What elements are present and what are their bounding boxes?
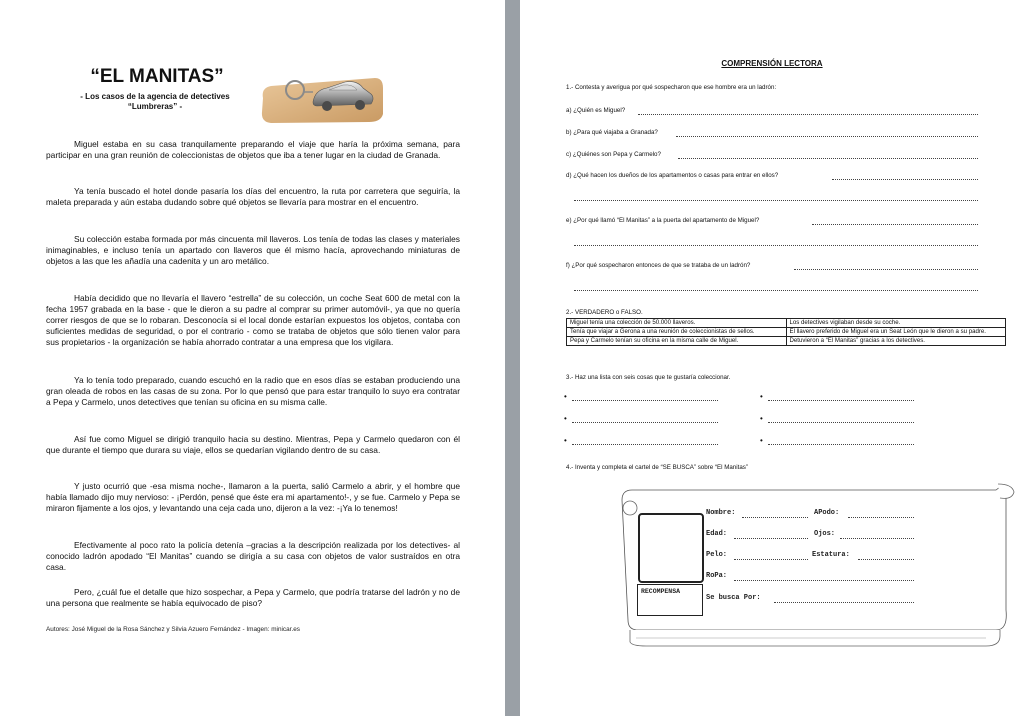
- statement-cell[interactable]: Pepa y Carmelo tenían su oficina en la misma calle de Miguel.: [567, 337, 787, 346]
- question-f: f) ¿Por qué sospecharon entonces de que se trataba de un ladrón?: [566, 262, 751, 269]
- story-paragraph: Así fue como Miguel se dirigió tranquilo hacia su destino. Mientras, Pepa y Carmelo quedaron con él que durante el tiempo que durara su viaje, ellos se quedarían vigilando dentro de su casa.: [46, 434, 460, 455]
- answer-line[interactable]: [832, 179, 978, 180]
- question-d: d) ¿Qué hacen los dueños de los apartamentos o casas para entrar en ellos?: [566, 172, 779, 179]
- list-answer-line[interactable]: [768, 444, 914, 445]
- table-row: [567, 337, 1006, 346]
- answer-line[interactable]: [574, 290, 978, 291]
- reward-label: RECOMPENSA: [641, 588, 681, 595]
- question-a: a) ¿Quién es Miguel?: [566, 107, 626, 114]
- story-paragraph: Miguel estaba en su casa tranquilamente preparando el viaje que haría la próxima semana, para participar en una gran reunión de coleccionistas de objetos que iba a tener lugar en la ciudad de Granada.: [46, 139, 460, 160]
- answer-line[interactable]: [676, 136, 978, 137]
- story-paragraph: Y justo ocurrió que -esa misma noche-, llamaron a la puerta, salió Carmelo a abrir, y el hombre que había llamado dijo muy nervioso: - ¡Perdón, pensé que éste era mi apartamento!-, y se fue. Carmelo y Pepa se miraron fijamente a los ojos, y levantando una ceja cada uno, dijeron a la vez: -¡Ya lo tenemos!: [46, 481, 460, 513]
- worksheet-heading: COMPRENSIÓN LECTORA: [721, 59, 823, 68]
- statement-cell[interactable]: Miguel tenía una colección de 50.000 llaveros.: [567, 319, 787, 328]
- poster-se-busca-label: Se busca Por:: [706, 594, 761, 602]
- answer-line[interactable]: [574, 200, 978, 201]
- poster-answer-line[interactable]: [734, 559, 808, 560]
- story-title: “EL MANITAS”: [90, 66, 224, 87]
- bullet-icon: •: [760, 392, 763, 401]
- question-e: e) ¿Por qué llamó “El Manitas” a la puerta del apartamento de Miguel?: [566, 217, 760, 224]
- story-paragraph: Ya tenía buscado el hotel donde pasaría los días del encuentro, la ruta por carretera que seguiría, la maleta preparada y aún estaba dudando sobre qué objetos se llevaría para mostrar en el encuentro.: [46, 186, 460, 207]
- story-paragraph: Ya lo tenía todo preparado, cuando escuchó en la radio que en esos días se estaban produciendo una gran oleada de robos en las casas de su zona. Por lo que pensó que para estar tranquilo lo suyo era contratar a Pepa y Carmelo, unos detectives que tenían su oficina en su misma calle.: [46, 375, 460, 407]
- document-page-story: [0, 0, 505, 716]
- poster-answer-line[interactable]: [734, 538, 808, 539]
- page-gutter: [505, 0, 520, 716]
- answer-line[interactable]: [574, 245, 978, 246]
- table-row: [567, 328, 1006, 337]
- answer-line[interactable]: [812, 224, 978, 225]
- subtitle-line-2: “Lumbreras” -: [127, 102, 183, 111]
- section-3-heading: 3.- Haz una lista con seis cosas que te gustaría coleccionar.: [566, 374, 731, 381]
- story-paragraph: Había decidido que no llevaría el llavero “estrella” de su colección, un coche Seat 600 de metal con la fecha 1957 grabada en la base - que le dieron a su padre al comprar su primer automóvil-, ya que no quería correr riesgos de que se lo robaran. Desconocía si el local donde estarían expuestos los objetos, contaba con suficientes medidas de seguridad, o por el contrario - como se trataba de objetos que sólo tienen valor para sus propietarios - la organización se había ahorrado contratar a una empresa que los vigilara.: [46, 293, 460, 347]
- mugshot-box[interactable]: [638, 513, 704, 583]
- story-paragraph: Efectivamente al poco rato la policía detenía –gracias a la descripción realizada por los detectives- al conocido ladrón apodado “El Manitas” cuando se dirigía a su casa con objetos de valor sustraídos en otra casa.: [46, 540, 460, 572]
- poster-pelo-label: Pelo:: [706, 551, 728, 559]
- section-2-heading: 2.- VERDADERO o FALSO.: [566, 309, 643, 316]
- story-credits: Autores: José Miguel de la Rosa Sánchez y Silvia Azuero Fernández - Imagen: minicar.es: [46, 626, 300, 633]
- poster-answer-line[interactable]: [858, 559, 914, 560]
- list-answer-line[interactable]: [768, 400, 914, 401]
- poster-ojos-label: Ojos:: [814, 530, 836, 538]
- answer-line[interactable]: [638, 114, 978, 115]
- question-c: c) ¿Quiénes son Pepa y Carmelo?: [566, 151, 661, 158]
- story-subtitle: [40, 92, 270, 112]
- poster-answer-line[interactable]: [848, 517, 914, 518]
- bullet-icon: •: [564, 392, 567, 401]
- statement-cell[interactable]: Los detectives vigilaban desde su coche.: [786, 319, 1006, 328]
- bullet-icon: •: [564, 414, 567, 423]
- document-page-worksheet: [520, 0, 1024, 716]
- story-paragraph: Pero, ¿cuál fue el detalle que hizo sospechar, a Pepa y Carmelo, que podría tratarse del ladrón y no de una persona que realmente se había equivocado de piso?: [46, 587, 460, 608]
- list-answer-line[interactable]: [768, 422, 914, 423]
- story-paragraph: Su colección estaba formada por más cincuenta mil llaveros. Los tenía de todas las clases y materiales inimaginables, e incluso tenía un apartado con llaveros que él mismo hacía, aprovechando miniaturas de objetos a las que les añadía una cadenita y un aro metálico.: [46, 234, 460, 266]
- subtitle-line-1: - Los casos de la agencia de detectives: [80, 92, 230, 101]
- true-false-table: [566, 318, 1006, 346]
- poster-answer-line[interactable]: [774, 602, 914, 603]
- statement-cell[interactable]: El llavero preferido de Miguel era un Seat León que le dieron a su padre.: [786, 328, 1006, 337]
- list-answer-line[interactable]: [572, 444, 718, 445]
- bullet-icon: •: [760, 414, 763, 423]
- car-keychain-image: [257, 68, 385, 124]
- poster-answer-line[interactable]: [742, 517, 808, 518]
- poster-apodo-label: APodo:: [814, 509, 840, 517]
- section-1-heading: 1.- Contesta y averigua por qué sospecharon que ese hombre era un ladrón:: [566, 84, 777, 91]
- answer-line[interactable]: [678, 158, 978, 159]
- list-answer-line[interactable]: [572, 400, 718, 401]
- poster-edad-label: Edad:: [706, 530, 728, 538]
- statement-cell[interactable]: Detuvieron a “El Manitas” gracias a los detectives.: [786, 337, 1006, 346]
- list-answer-line[interactable]: [572, 422, 718, 423]
- table-row: [567, 319, 1006, 328]
- bullet-icon: •: [564, 436, 567, 445]
- poster-estatura-label: Estatura:: [812, 551, 850, 559]
- answer-line[interactable]: [794, 269, 978, 270]
- section-4-heading: 4.- Inventa y completa el cartel de “SE BUSCA” sobre “El Manitas”: [566, 464, 748, 471]
- poster-ropa-label: RoPa:: [706, 572, 728, 580]
- bullet-icon: •: [760, 436, 763, 445]
- poster-nombre-label: Nombre:: [706, 509, 736, 517]
- poster-answer-line[interactable]: [840, 538, 914, 539]
- statement-cell[interactable]: Tenía que viajar a Gerona a una reunión de coleccionistas de sellos.: [567, 328, 787, 337]
- question-b: b) ¿Para qué viajaba a Granada?: [566, 129, 658, 136]
- poster-answer-line[interactable]: [734, 580, 914, 581]
